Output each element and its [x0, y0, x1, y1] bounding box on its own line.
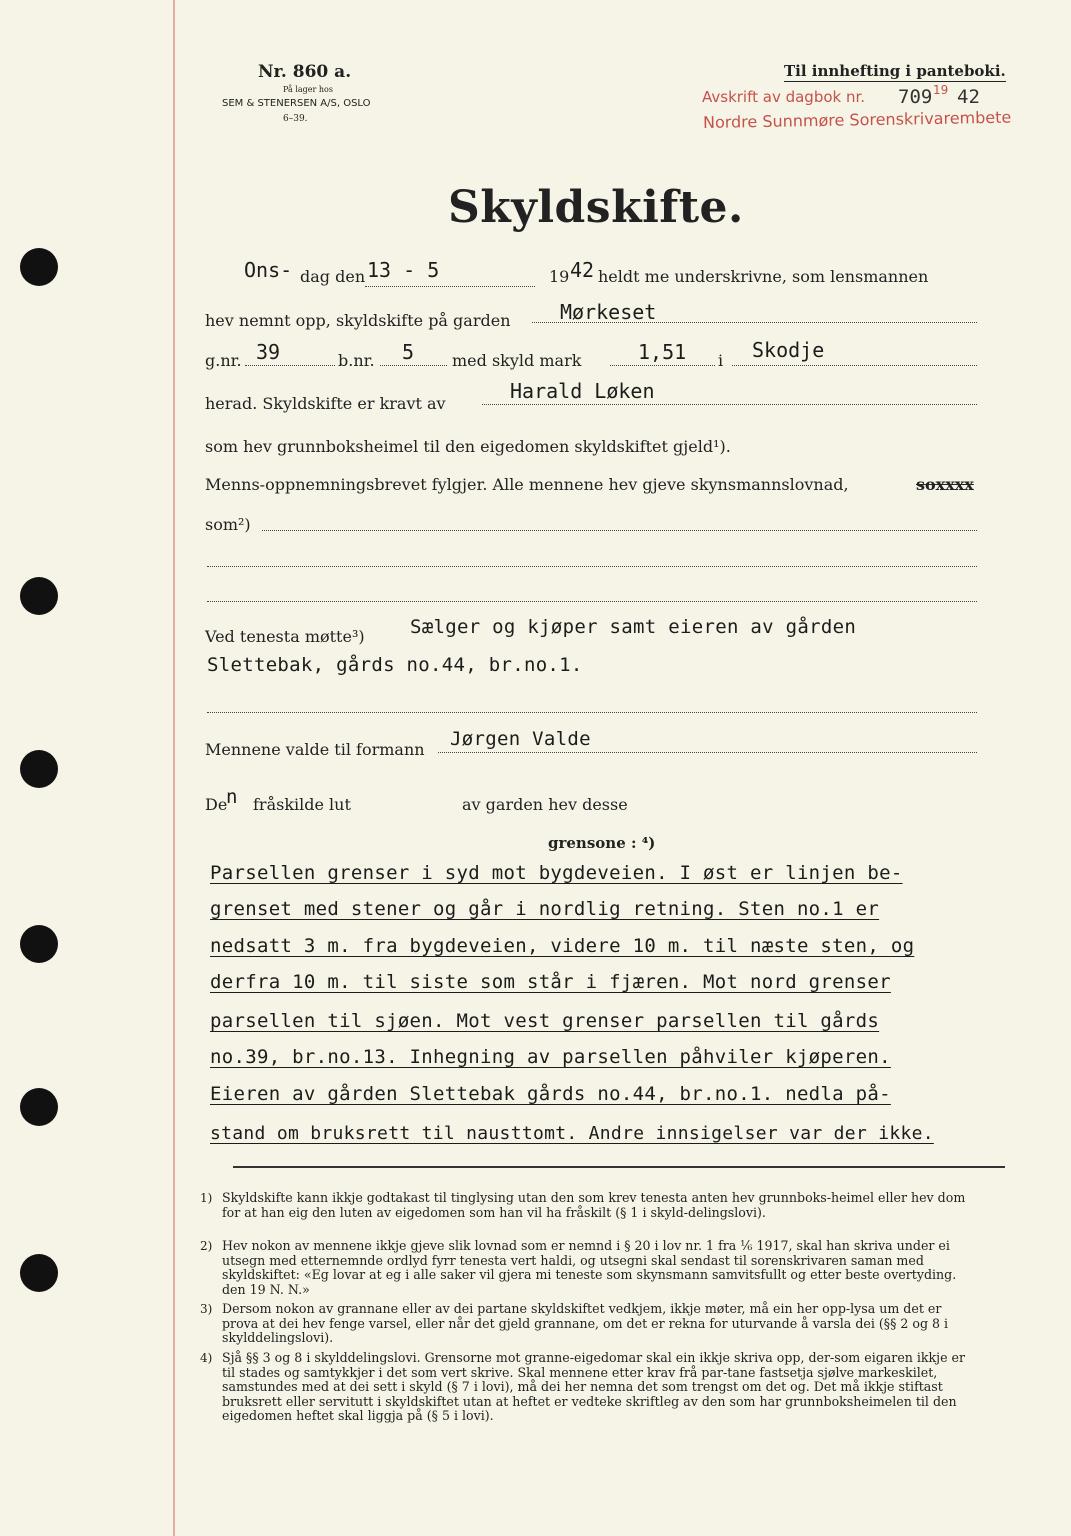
body-line: grenset med stener og går i nordlig retning. Sten no.1 er — [210, 898, 880, 920]
date-dots — [365, 286, 535, 287]
line11-b: fråskilde lut — [253, 795, 351, 814]
mark-label: med skyld mark — [452, 351, 582, 370]
footnote-number: 1) — [200, 1191, 213, 1205]
footnote-4 — [200, 1350, 980, 1424]
footnote-text: Sjå §§ 3 og 8 i skylddelingslovi. Grensorne mot granne-eigedomar skal ein ikkje skriva opp, der-som eigaren ikkje er til stades og samtykkjer i det som vert skrive. Skal mennene etter krav frå par-tane fastsetja sjølve markeskilet, samstundes med at dei sett i skyld (§ 7 i lovi), må dei her nemna det som trengst om det og. Det må ikkje stiftast bruksrett eller servitutt i skyldskiftet utan at heftet er vedteke skriftleg av den som har grunnboksheimelen til den eigedomen heftet skal liggja på (§ 5 i lovi). — [222, 1350, 966, 1423]
farm-name: Mørkeset — [560, 300, 657, 324]
footnote-text: Hev nokon av mennene ikkje gjeve slik lovnad som er nemnd i § 20 i lov nr. 1 fra ⅙ 1917, skal han skriva under ei utsegn med etternemnde ordlyd fyrr tenesta vert haldi, og utsegni skal sendast til sorenskrivaren saman med skyldskiftet: «Eg lovar at eg i alle saker vil gjera mi teneste som skynsmann samvitsfullt og etter beste overtyding. den 19 N. N.» — [222, 1238, 957, 1297]
stamp-dagbok-nr: 709 — [898, 86, 933, 108]
claimant-name: Harald Løken — [510, 379, 655, 403]
line11-c: av garden hev desse — [462, 795, 628, 814]
punch-hole — [20, 1254, 58, 1292]
body-line: parsellen til sjøen. Mot vest grenser parsellen til gårds — [210, 1010, 880, 1032]
bnr-label: b.nr. — [338, 351, 375, 370]
foreman-name: Jørgen Valde — [450, 728, 591, 750]
stamp-year: 42 — [957, 86, 980, 108]
line11-a: De — [205, 795, 228, 814]
date-hand: 13 - 5 — [367, 258, 440, 282]
year-hand: 42 — [570, 258, 595, 282]
footnote-number: 3) — [200, 1302, 213, 1316]
line2-text: hev nemnt opp, skyldskifte på garden — [205, 311, 511, 330]
line7-text: som²) — [205, 515, 251, 534]
weekday-hand: Ons- — [244, 258, 293, 282]
punch-hole — [20, 577, 58, 615]
struck-text: soxxxx — [916, 475, 974, 494]
footnote-2 — [200, 1238, 980, 1297]
footnote-1 — [200, 1190, 980, 1220]
bnr-value: 5 — [402, 340, 415, 364]
attendees-cont: Slettebak, gårds no.44, br.no.1. — [207, 654, 583, 676]
year-prefix: 19 — [549, 267, 570, 286]
line5-text: som hev grunnboksheimel til den eigedomen skyldskiftet gjeld¹). — [205, 437, 731, 456]
document-title: Skyldskifte. — [448, 182, 744, 233]
herad-dots — [732, 365, 977, 366]
line8-text: Ved tenesta møtte³) — [205, 627, 365, 646]
footnote-text: Skyldskifte kann ikkje godtakast til tinglysing utan den som krev tenesta anten hev grunnboks-heimel eller hev dom for at han eig den luten av eigedomen som han vil ha fråskilt (§ 1 i skyld-delingslovi). — [222, 1190, 966, 1220]
publisher: SEM & STENERSEN A/S, OSLO — [222, 98, 371, 109]
line6-text: Menns-oppnemningsbrevet fylgjer. Alle mennene hev gjeve skynsmannslovnad, — [205, 475, 849, 494]
punch-hole — [20, 750, 58, 788]
edition: 6–39. — [283, 114, 308, 124]
date-label: dag den — [300, 267, 366, 286]
body-line: stand om bruksrett til nausttomt. Andre innsigelser var der ikke. — [210, 1123, 934, 1144]
herad-value: Skodje — [752, 338, 825, 362]
gnr-dots — [245, 365, 335, 366]
binding-note: Til innhefting i panteboki. — [784, 62, 1006, 80]
bnr-dots — [380, 365, 447, 366]
body-line: nedsatt 3 m. fra bygdeveien, videre 10 m. til næste sten, og — [210, 935, 915, 957]
footnote-text: Dersom nokon av grannane eller av dei partane skyldskiftet vedkjem, ikkje møter, må ein her opp-lysa um det er prova at dei hev fenge varsel, eller når det gjeld grannane, om det er rekna for uturvande å varsla dei (§§ 2 og 8 i skylddelingslovi). — [222, 1301, 949, 1345]
line11-hand: n — [226, 786, 238, 808]
footnote-number: 4) — [200, 1351, 213, 1365]
gnr-value: 39 — [256, 340, 281, 364]
footnote-separator — [233, 1166, 1005, 1168]
line1-text: heldt me underskrivne, som lensmannen — [598, 267, 929, 286]
publisher-prefix: På lager hos — [283, 85, 333, 94]
farm-dots — [532, 322, 977, 323]
body-line: Eieren av gården Slettebak gårds no.44, br.no.1. nedla på- — [210, 1083, 891, 1105]
gnr-label: g.nr. — [205, 351, 242, 370]
i-label: i — [718, 351, 724, 370]
grensone-heading: grensone : ⁴) — [548, 834, 656, 852]
form-number: Nr. 860 a. — [258, 62, 352, 82]
foreman-dots — [438, 752, 977, 753]
stamp-year-prefix: 19 — [933, 83, 949, 97]
footnote-3 — [200, 1301, 980, 1346]
stamp-dagbok-label: Avskrift av dagbok nr. — [702, 88, 866, 106]
body-line: Parsellen grenser i syd mot bygdeveien. I øst er linjen be- — [210, 862, 903, 884]
line7-dots — [262, 530, 977, 531]
punch-hole — [20, 925, 58, 963]
line4-text: herad. Skyldskifte er kravt av — [205, 394, 446, 413]
mark-value: 1,51 — [638, 340, 687, 364]
line10-text: Mennene valde til formann — [205, 740, 425, 759]
body-line: no.39, br.no.13. Inhegning av parsellen påhviler kjøperen. — [210, 1046, 891, 1068]
blank-dots — [207, 566, 977, 567]
attendees: Sælger og kjøper samt eieren av gården — [410, 616, 857, 638]
footnote-number: 2) — [200, 1239, 213, 1253]
blank-dots — [207, 601, 977, 602]
stamp-office: Nordre Sunnmøre Sorenskrivarembete — [702, 107, 1012, 132]
punch-hole — [20, 248, 58, 286]
blank-dots — [207, 712, 977, 713]
body-line: derfra 10 m. til siste som står i fjæren. Mot nord grenser — [210, 971, 891, 993]
punch-hole — [20, 1088, 58, 1126]
margin-line — [173, 0, 175, 1536]
mark-dots — [610, 365, 715, 366]
claimant-dots — [482, 404, 977, 405]
